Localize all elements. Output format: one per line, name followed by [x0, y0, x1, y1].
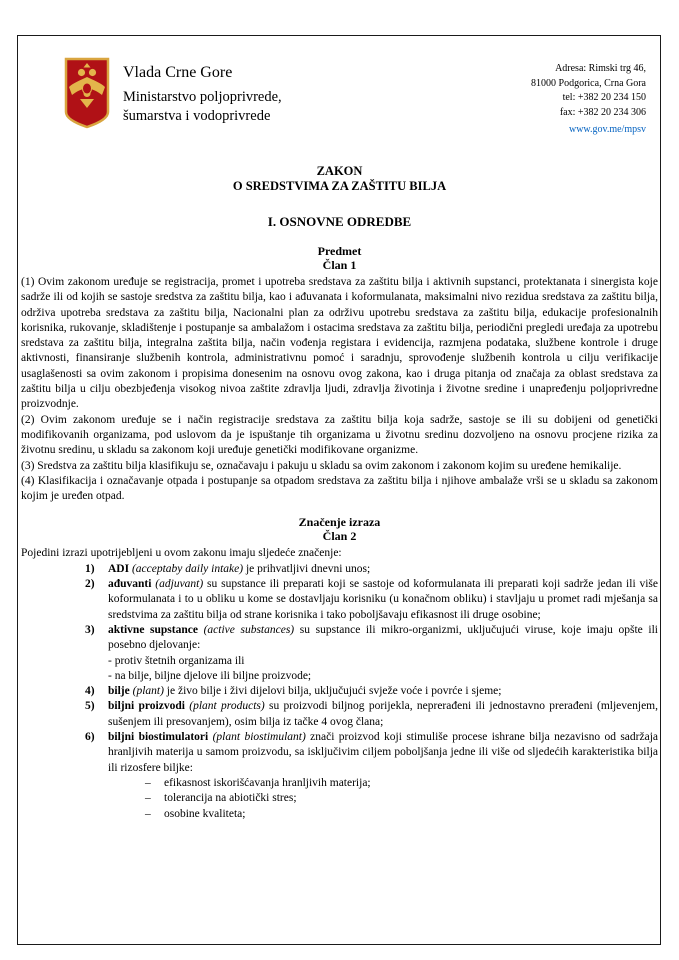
article2-subject: Značenje izraza: [298, 515, 381, 530]
sub-line: - na bilje, biljne djelove ili biljne proizvode;: [108, 669, 312, 682]
ministry-name-line2: šumarstva i vodoprivrede: [123, 108, 271, 124]
article1-heading: [21, 245, 658, 272]
address-line1: Adresa: Rimski trg 46,: [555, 63, 646, 74]
term-definition: je prihvatljivi dnevni unos;: [243, 562, 371, 575]
title-line1: ZAKON: [316, 164, 363, 178]
website-link[interactable]: www.gov.me/mpsv: [568, 124, 646, 135]
term: ADI: [108, 562, 130, 575]
term-definition: su supstance ili mikro-organizmi, uključujući viruse, koje imaju opšte ili posebno djelovanje:: [108, 623, 658, 652]
article1-paragraph-4: (4) Klasifikacija i označavanje otpada i postupanje sa otpadom sredstava za zaštitu bilja i njihove ambalaže vrši se u skladu sa zakonom kojim je uređen otpad.: [21, 474, 658, 503]
document-body: [21, 164, 658, 822]
title-line2: O SREDSTVIMA ZA ZAŠTITU BILJA: [232, 178, 447, 193]
item-text: [108, 562, 658, 577]
org-name: Vlada Crne Gore: [123, 64, 233, 81]
letterhead-org: [123, 64, 282, 126]
item-number: 4): [85, 685, 95, 698]
term-definition: su supstance ili preparati koji se sastoje od koformulanata ili preparati koji sadrže jedan ili više koformulanata i to u obliku u kome se dostavljaju korisniku (u konačnom obliku) i stavljaju u promet radi mješanja sa sredstvima za zaštitu bilja od strane korisnika i tako poboljšavaju efikasnost ili druge osobine;: [108, 578, 658, 621]
document-title: [21, 164, 658, 193]
article1-paragraph-1: (1) Ovim zakonom uređuje se registracija, promet i upotreba sredstava za zaštitu bilja i aktivnih supstanci, protektanata i sinergista koje sadrže ili od kojih se sastoje sredstva za zaštitu bilja, kao i ađuvanata i koformulanata, maksimalni nivo rezidua sredstava za zaštitu bilja, održiva upotreba sredstava za zaštitu bilja, Nacionalni plan za održivu upotrebu sredstava za zaštitu bilja, edukacije profesionalnih korisnika, rukovanje, skladištenje i postupanje sa ambalažom i ostacima sredstava za zaštitu bilja, periodični pregledi uređaja za upotrebu sredstava za zaštitu bilja, integralna zaštita bilja, način vođenja registara i evidencija, razmjena podataka, službene kontrole i druge aktivnosti, finansiranje službenih kontrola, administrativnu pomoć i saradnju, sprovođenje službenih kontrola u cilju verifikacije usaglašenosti sa ovim zakonom i propisima donesenim na osnovu ovog zakona, kao i druga pitanja od značaja za oblast sredstava za zaštitu bilja u cilju obezbjeđenja visokog nivoa zaštite zdravlja ljudi, zdravlja životinja i životne sredine i unapređenju poljoprivredne proizvodnje.: [21, 276, 658, 411]
definition-item-4: [21, 684, 658, 699]
item-number: 5): [85, 700, 95, 713]
article1-paragraph-3: (3) Sredstva za zaštitu bilja klasifikuju se, označavaju i pakuju u skladu sa ovim zakonom i zakonom kojim su uređene hemikalije.: [21, 459, 622, 472]
definition-item-2: [21, 577, 658, 623]
ministry-name-line1: Ministarstvo poljoprivrede,: [123, 89, 282, 105]
definition-item-3: [21, 623, 658, 684]
bullet-line: [108, 807, 658, 822]
term-definition: je živo bilje i živi dijelovi bilja, uključujući svježe voće i povrće i sjeme;: [163, 685, 502, 698]
definition-item-6: [21, 730, 658, 822]
part-heading: I. OSNOVNE ODREDBE: [267, 214, 412, 229]
article1-number: Član 1: [322, 257, 357, 272]
sub-line: - protiv štetnih organizama ili: [108, 654, 245, 667]
term-foreign: (plant biostimulant): [208, 731, 306, 744]
item-text: [108, 684, 658, 699]
article2-number: Član 2: [322, 528, 357, 543]
term: aktivne supstance: [108, 623, 198, 636]
address-line2: 81000 Podgorica, Crna Gora: [531, 77, 646, 89]
bullet-line: [108, 791, 658, 806]
item-number: 2): [85, 578, 95, 591]
bullet-text: tolerancija na abiotički stres;: [164, 792, 297, 805]
term: ađuvanti: [108, 578, 152, 591]
definitions-intro: Pojedini izrazi upotrijebljeni u ovom zakonu imaju sljedeće značenje:: [21, 547, 342, 560]
item-text: [108, 730, 658, 822]
term-foreign: (plant products): [184, 700, 265, 713]
term-foreign: (active substances): [197, 623, 295, 636]
item-text: [108, 577, 658, 623]
item-number: 1): [85, 562, 95, 575]
term-foreign: (adjuvant): [151, 578, 204, 591]
bullet-text: efikasnost iskorišćavanja hranljivih materija;: [164, 776, 371, 789]
term: bilje: [108, 685, 130, 698]
article1-paragraph-2: (2) Ovim zakonom uređuje se i način registracije sredstava za zaštitu bilja koja sadrže, sastoje se ili su dobijeni od genetički modifikovanih organizama, pod uslovom da je ispuštanje tih organizama u životnu sredinu dozvoljeno na osnovu procjene rizika za životnu sredinu, u skladu sa zakonom koji uređuje genetički modifikovane organizme.: [21, 413, 658, 457]
bullet-dash: –: [145, 792, 151, 805]
bullet-dash: –: [145, 807, 151, 820]
article1-subject: Predmet: [317, 244, 362, 258]
term-definition: znači proizvod koji stimuliše procese ishrane bilja nezavisno od sadržaja hranljivih materija u samom proizvodu, sa isključivim ciljem poboljšanja jedne ili više od sljedećih karakteristika bilja ili rizosfere biljke:: [108, 731, 658, 774]
letterhead-contact: [531, 62, 646, 138]
bullet-dash: –: [145, 776, 151, 789]
definition-item-1: [21, 562, 658, 577]
term-foreign: (acceptaby daily intake): [129, 562, 244, 575]
term: biljni proizvodi: [108, 700, 185, 713]
definitions-list: [21, 562, 658, 822]
phone-number: tel: +382 20 234 150: [562, 92, 646, 103]
term-foreign: (plant): [129, 685, 164, 698]
term: biljni biostimulatori: [108, 731, 209, 744]
bullet-text: osobine kvaliteta;: [164, 807, 246, 820]
item-text: [108, 623, 658, 684]
term-definition: su proizvodi biljnog porijekla, neprerađeni ili jednostavno prerađeni (mljevenjem, sušenjem ili presovanjem), osim bilja iz tačke 4 ovog člana;: [108, 700, 658, 728]
item-text: [108, 699, 658, 730]
montenegro-coat-of-arms-icon: [63, 56, 111, 130]
fax-number: fax: +382 20 234 306: [559, 106, 646, 118]
bullet-line: [108, 776, 658, 791]
definition-item-5: [21, 699, 658, 730]
item-number: 6): [85, 731, 95, 744]
article2-heading: [21, 516, 658, 543]
item-number: 3): [85, 623, 95, 636]
